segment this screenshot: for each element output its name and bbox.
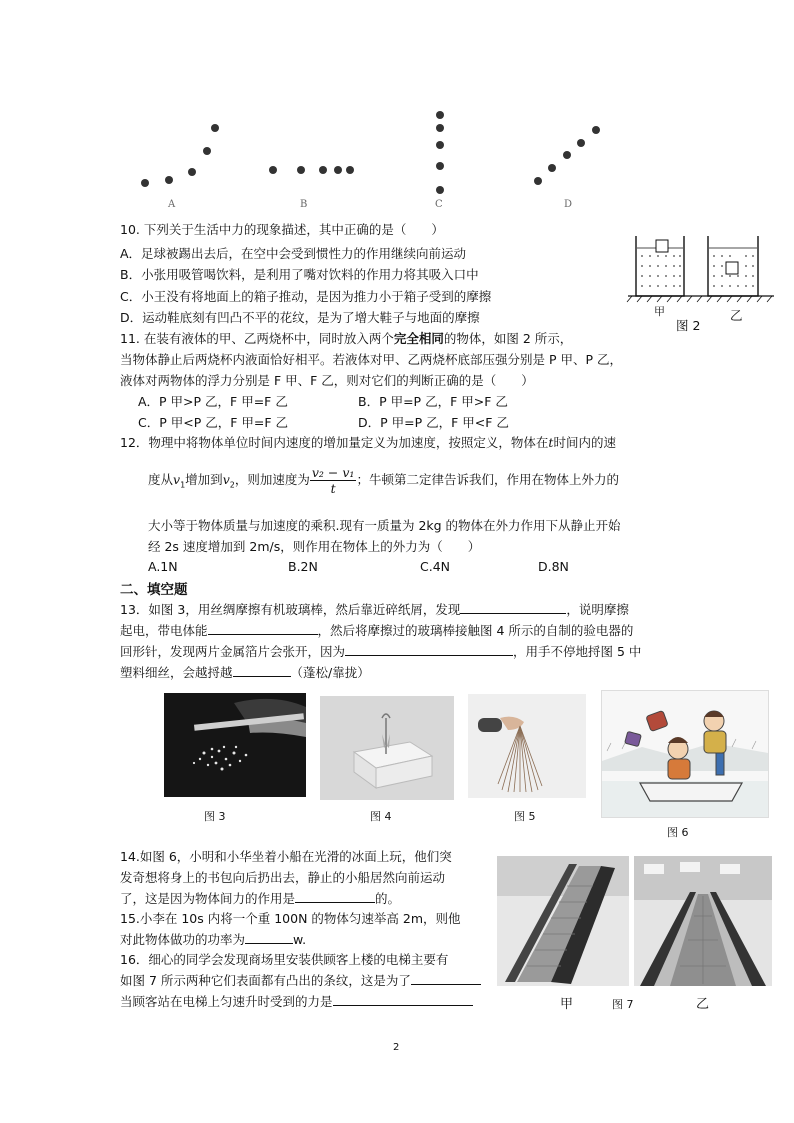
q14-line1: 14.如图 6，小明和小华坐着小船在光滑的冰面上玩，他们突 [120,849,452,864]
dot [165,176,173,184]
fraction-denominator: t [330,481,336,496]
dot-label-d: D [564,199,573,210]
dot [534,177,542,185]
dot-label-c: C [435,199,443,210]
q12-line1 [120,434,616,452]
answer-blank[interactable] [411,971,481,985]
q12-line2-d: ；牛顿第二定律告诉我们，作用在物体上外力的 [356,472,619,487]
q13-l2a: 起电，带电体能 [120,623,208,638]
dot [141,179,149,187]
q13-l2b: ，然后将摩擦过的玻璃棒接触图 4 所示的自制的验电器的 [317,623,634,638]
dot [297,166,305,174]
dot [203,147,211,155]
q16-line2 [120,971,481,990]
answer-blank[interactable] [233,663,291,677]
q12-line2 [148,465,619,501]
dot-label-b: B [300,199,308,210]
dot [548,164,556,172]
answer-blank[interactable] [208,621,318,635]
q12-option-b: B.2N [288,559,318,574]
q12-option-a: A.1N [148,559,178,574]
fig3-caption: 图 3 [204,810,226,823]
q10-stem: 10. 下列关于生活中力的现象描述，其中正确的是（ ） [120,222,444,237]
q16-l2-text: 如图 7 所示两种它们表面都有凸出的条纹，这是为了 [120,973,411,988]
beaker-figure [626,230,776,330]
q15-l2b: w. [293,932,307,947]
answer-blank[interactable] [333,992,473,1006]
dot [436,162,444,170]
q13-l1b: ，说明摩擦 [566,602,629,617]
q12-sub1: 1 [180,480,186,490]
q15-l2a: 对此物体做功的功率为 [120,932,246,947]
dot [188,168,196,176]
q14-line2: 发奇想将身上的书包向后扔出去，静止的小船居然向前运动 [120,870,446,885]
dot [436,141,444,149]
dot [319,166,327,174]
q13-l1a: 13．如图 3，用丝绸摩擦有机玻璃棒，然后靠近碎纸屑，发现 [120,602,461,617]
fraction-numerator: v₂ − v₁ [311,465,355,480]
q11-line1-a: 11. 在装有液体的甲、乙两烧杯中，同时放入两个 [120,331,394,346]
fig2-caption: 图 2 [676,318,701,333]
q11-option-d: D．P 甲=P 乙，F 甲<F 乙 [358,415,509,430]
fig2-right-label: 乙 [730,308,743,323]
q10-option-c: C．小王没有将地面上的箱子推动，是因为推力小于箱子受到的摩擦 [120,289,492,304]
dot [334,166,342,174]
q13-l4b: （蓬松/靠拢） [290,665,370,680]
q12-t-var: t [548,435,554,450]
q14-line3 [120,889,400,908]
fig5-caption: 图 5 [514,810,536,823]
dot [436,111,444,119]
dot [592,126,600,134]
answer-blank[interactable] [460,600,566,614]
fig4-caption: 图 4 [370,810,392,823]
q12-line2-a: 度从 [148,472,174,487]
q13-line2 [120,621,633,640]
q12-line2-c: ，则加速度为 [234,472,310,487]
dot [269,166,277,174]
q16-line1: 16．细心的同学会发现商场里安装供顾客上楼的电梯主要有 [120,952,449,967]
q11-emphasis: 完全相同 [393,331,444,346]
q14-l3a: 了，这是因为物体间力的作用是 [120,891,296,906]
q12-line1-text: 12．物理中将物体单位时间内速度的增加量定义为加速度，按照定义，物体在 [120,435,549,450]
page-number: 2 [393,1042,400,1053]
fig7-right-label: 乙 [696,997,710,1012]
fig4-photo [320,696,454,800]
dot-label-a: A [168,199,176,210]
q16-line3 [120,992,473,1011]
q13-line1 [120,600,629,619]
dot [563,151,571,159]
q16-l3-text: 当顾客站在电梯上匀速升时受到的力是 [120,994,333,1009]
q15-line1: 15.小李在 10s 内将一个重 100N 的物体匀速举高 2m，则他 [120,911,461,926]
q13-line4 [120,663,370,682]
q13-l3a: 回形针，发现两片金属箔片会张开，因为 [120,644,346,659]
q12-option-d: D.8N [538,559,569,574]
q11-line1 [120,330,572,348]
fig7-left-photo [497,856,629,986]
q12-line4: 经 2s 速度增加到 2m/s，则作用在物体上的外力为（ ） [148,539,481,554]
dot [211,124,219,132]
fig7-left-label: 甲 [560,997,574,1012]
q11-option-b: B．P 甲=P 乙，F 甲>F 乙 [358,394,508,409]
q10-option-b: B．小张用吸管喝饮料，是利用了嘴对饮料的作用力将其吸入口中 [120,267,479,282]
q13-line3 [120,642,641,661]
fig5-photo [468,694,586,798]
q11-line1-b: 的物体，如图 2 所示， [443,331,573,346]
fig3-photo [164,693,306,797]
q12-v2: v [222,472,230,487]
q12-line3: 大小等于物体质量与加速度的乘积.现有一质量为 2kg 的物体在外力作用下从静止开始 [148,518,621,533]
q10-option-a: A．足球被踢出去后，在空中会受到惯性力的作用继续向前运动 [120,246,467,261]
answer-blank[interactable] [345,642,513,656]
fig6-caption: 图 6 [667,826,689,839]
q12-line2-b: 增加到 [185,472,223,487]
q15-line2 [120,930,306,949]
q12-sub2: 2 [229,480,235,490]
q12-v1: v [173,472,181,487]
answer-blank[interactable] [245,930,293,944]
acceleration-fraction [310,465,357,496]
dot [346,166,354,174]
q12-line1-end: 时间内的速 [553,435,616,450]
section-title: 二、填空题 [120,582,188,598]
dot [577,139,585,147]
q11-line2: 当物体静止后两烧杯内液面恰好相平。若液体对甲、乙两烧杯底部压强分别是 P 甲、P 乙， [120,352,622,367]
fig7-caption: 图 7 [612,998,634,1011]
dot [436,124,444,132]
q11-option-a: A．P 甲>P 乙，F 甲=F 乙 [138,394,288,409]
fig7-right-photo [634,856,772,986]
q13-l4a: 塑料细丝，会越捋越 [120,665,233,680]
q11-line3: 液体对两物体的浮力分别是 F 甲、F 乙，则对它们的判断正确的是（ ） [120,373,534,388]
dot [436,186,444,194]
q10-option-d: D．运动鞋底刻有凹凸不平的花纹，是为了增大鞋子与地面的摩擦 [120,310,480,325]
q14-l3b: 的。 [375,891,401,906]
q12-option-c: C.4N [420,559,451,574]
q11-option-c: C．P 甲<P 乙，F 甲=F 乙 [138,415,289,430]
fig2-left-label: 甲 [654,305,665,318]
answer-blank[interactable] [295,889,375,903]
fig6-photo [601,690,769,818]
q13-l3b: ，用手不停地捋图 5 中 [513,644,642,659]
